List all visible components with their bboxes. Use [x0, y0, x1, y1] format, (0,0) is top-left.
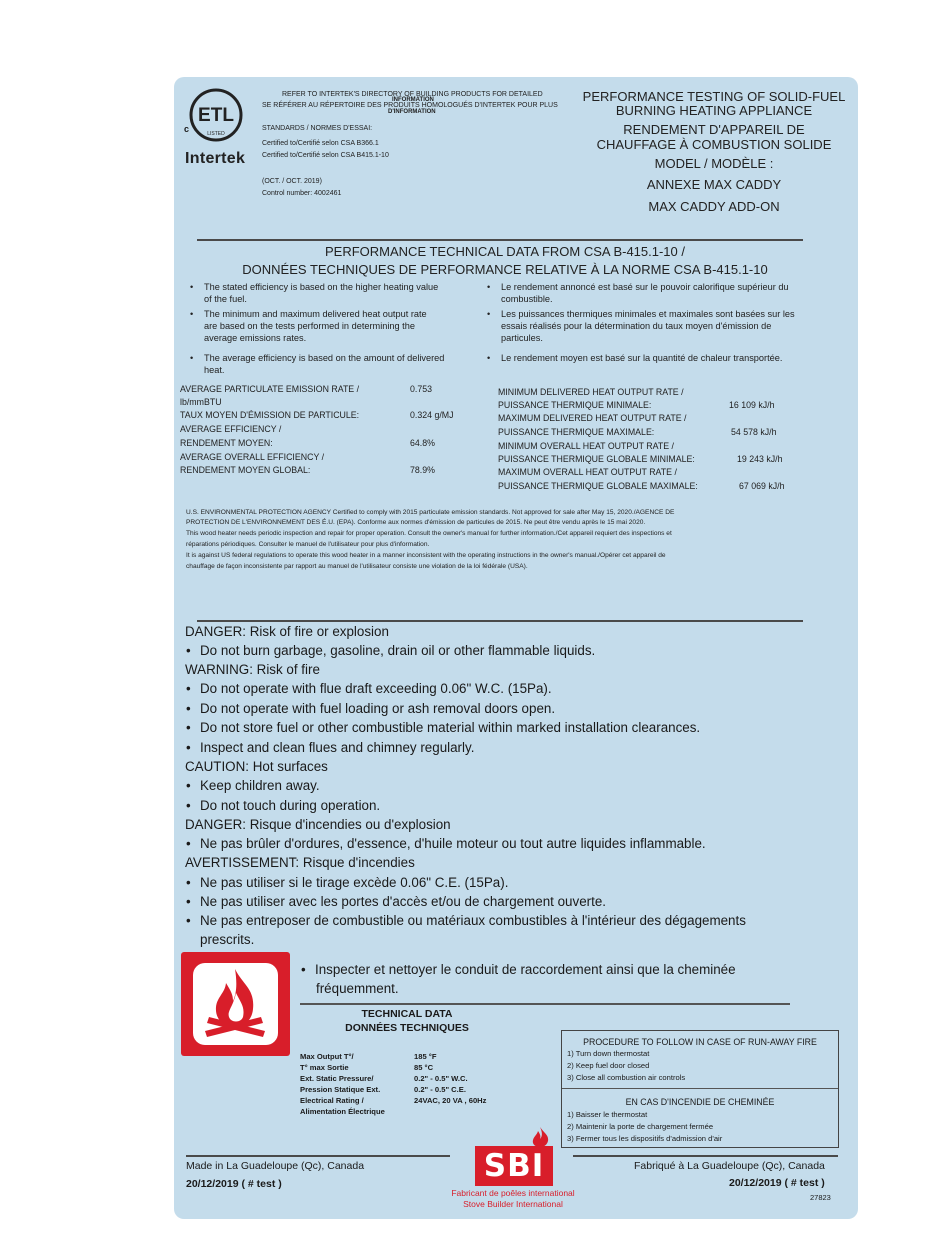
fire-hazard-icon: [181, 952, 290, 1056]
date-right: 20/12/2019 ( # test ): [729, 1177, 825, 1189]
left-row-value: 0.753: [410, 384, 433, 394]
bullet-en-2-l3: average emissions rates.: [204, 333, 307, 343]
procedure-item-fr: 3) Fermer tous les dispositifs d'admission d'air: [567, 1134, 723, 1143]
procedure-divider: [562, 1088, 838, 1089]
svg-text:ETL: ETL: [198, 105, 234, 126]
title-line-3: RENDEMENT D'APPAREIL DE: [623, 122, 805, 137]
right-row-label: PUISSANCE THERMIQUE MINIMALE:: [498, 400, 652, 410]
bullet-fr-1-l2: combustible.: [501, 294, 553, 304]
bullet-en-2: • The minimum and maximum delivered heat output rate are based on the tests performed in determining the average emissions rates.: [190, 308, 480, 344]
right-row-label: MINIMUM DELIVERED HEAT OUTPUT RATE /: [498, 387, 684, 397]
title-line-4: CHAUFFAGE À COMBUSTION SOLIDE: [596, 137, 832, 152]
tech-row-label: Alimentation Électrique: [300, 1107, 385, 1116]
tech-row-label: Pression Statique Ext.: [300, 1085, 381, 1094]
refer-line-2: SE RÉFÉRER AU RÉPERTOIRE DES PRODUITS HOMOLOGUÉS D'INTERTEK POUR PLUS: [262, 102, 558, 109]
warning-item: • Ne pas utiliser avec les portes d'accès et/ou de chargement ouverte.: [185, 893, 606, 910]
divider-2: [197, 620, 803, 622]
epa-line-5: It is against US federal regulations to operate this wood heater in a manner inconsistent with the operating instructions in the owner's manual./Opérer cet appareil de: [186, 552, 666, 559]
bullet-en-3-l1: The average efficiency is based on the amount of delivered: [204, 353, 445, 363]
procedure-item-en: 3) Close all combustion air controls: [567, 1073, 686, 1082]
right-row-value: 16 109 kJ/h: [729, 400, 775, 410]
procedure-item-fr: 2) Maintenir la porte de chargement fermée: [567, 1122, 714, 1131]
tech-row-label: Ext. Static Pressure/: [300, 1074, 374, 1083]
right-row-value: 54 578 kJ/h: [731, 427, 777, 437]
perf-title-fr: DONNÉES TECHNIQUES DE PERFORMANCE RELATIVE À LA NORME CSA B-415.1-10: [242, 262, 768, 277]
date-left: 20/12/2019 ( # test ): [186, 1178, 282, 1190]
bullet-fr-3: • Le rendement moyen est basé sur la quantité de chaleur transportée.: [487, 352, 837, 364]
right-row-label: PUISSANCE THERMIQUE MAXIMALE:: [498, 427, 655, 437]
left-row-label: RENDEMENT MOYEN GLOBAL:: [180, 465, 311, 475]
tech-row-value: 0.2" - 0.5" W.C.: [414, 1074, 468, 1083]
model-name-en: MAX CADDY ADD-ON: [648, 199, 780, 214]
bullet-en-1-l2: of the fuel.: [204, 294, 247, 304]
epa-line-6: chauffage de façon inconsistente par rapport au manuel de l'utilisateur consiste une violation de la loi fédérale (USA).: [186, 563, 528, 570]
right-row-label: MINIMUM OVERALL HEAT OUTPUT RATE /: [498, 441, 674, 451]
divider-1: [197, 239, 803, 241]
tech-title-fr: DONNÉES TECHNIQUES: [345, 1022, 469, 1034]
bullet-fr-2: • Les puissances thermiques minimales et maximales sont basées sur les essais réalisés pour la détermination du taux moyen d'émission de particules.: [487, 308, 837, 344]
left-row-value: 0.324 g/MJ: [410, 410, 454, 420]
title-line-1: PERFORMANCE TESTING OF SOLID-FUEL: [582, 89, 846, 104]
warning-item: • Do not operate with flue draft exceeding 0.06" W.C. (15Pa).: [185, 680, 552, 697]
procedure-item-fr: 1) Baisser le thermostat: [567, 1110, 648, 1119]
left-row-label: AVERAGE PARTICULATE EMISSION RATE /: [180, 384, 360, 394]
bullet-en-3: • The average efficiency is based on the amount of delivered heat.: [190, 352, 490, 376]
tech-row-value: 0.2" - 0.5" C.E.: [414, 1085, 466, 1094]
sbi-logo: SBI: [475, 1146, 553, 1186]
divider-3: [300, 1003, 790, 1005]
right-row-value: 19 243 kJ/h: [737, 454, 783, 464]
left-row-value: 64.8%: [410, 438, 435, 448]
left-row-label: AVERAGE EFFICIENCY /: [180, 424, 282, 434]
warning-heading: WARNING: Risk of fire: [185, 662, 320, 677]
label-code: 27823: [810, 1193, 831, 1202]
bullet-fr-2-l2: essais réalisés pour la détermination du taux moyen d'émission de: [501, 321, 772, 331]
right-row-label: PUISSANCE THERMIQUE GLOBALE MINIMALE:: [498, 454, 695, 464]
warning-item: • Do not burn garbage, gasoline, drain oil or other flammable liquids.: [185, 642, 595, 659]
right-row-label: MAXIMUM DELIVERED HEAT OUTPUT RATE /: [498, 413, 687, 423]
dinformation-overprint: D'INFORMATION: [388, 109, 436, 115]
model-name-fr: ANNEXE MAX CADDY: [646, 177, 782, 192]
sbi-tagline-fr: Fabricant de poêles international: [451, 1188, 575, 1198]
right-row-value: 67 069 kJ/h: [739, 481, 785, 491]
left-row-label: AVERAGE OVERALL EFFICIENCY /: [180, 452, 325, 462]
bullet-fr-1: • Le rendement annoncé est basé sur le pouvoir calorifique supérieur du combustible.: [487, 281, 837, 305]
bullet-en-2-l1: The minimum and maximum delivered heat output rate: [204, 309, 427, 319]
warning-item: • Ne pas utiliser si le tirage excède 0.06" C.E. (15Pa).: [185, 874, 508, 891]
intertek-wordmark: Intertek: [185, 150, 246, 167]
tech-row-value: 85 °C: [414, 1063, 434, 1072]
inspect-fr-line-2: fréquemment.: [316, 981, 399, 996]
tech-title-en: TECHNICAL DATA: [361, 1008, 453, 1020]
footer-divider-right: [573, 1155, 838, 1157]
made-in-fr: Fabriqué à La Guadeloupe (Qc), Canada: [634, 1160, 825, 1172]
perf-title-en: PERFORMANCE TECHNICAL DATA FROM CSA B-415.1-10 /: [325, 244, 685, 259]
bullet-en-1: • The stated efficiency is based on the higher heating value of the fuel.: [190, 281, 480, 305]
left-row-label: RENDEMENT MOYEN:: [180, 438, 273, 448]
warning-item: • Do not store fuel or other combustible material within marked installation clearances.: [185, 719, 700, 736]
left-row-value: 78.9%: [410, 465, 435, 475]
left-row-label: lb/mmBTU: [180, 397, 222, 407]
procedure-title-en: PROCEDURE TO FOLLOW IN CASE OF RUN-AWAY FIRE: [583, 1037, 817, 1047]
sbi-tagline-en: Stove Builder International: [463, 1199, 563, 1209]
bullet-en-2-l2: are based on the tests performed in determining the: [204, 321, 415, 331]
right-row-label: MAXIMUM OVERALL HEAT OUTPUT RATE /: [498, 467, 677, 477]
standards-label: STANDARDS / NORMES D'ESSAI:: [262, 125, 373, 132]
warning-item: • Keep children away.: [185, 777, 320, 794]
epa-line-1: U.S. ENVIRONMENTAL PROTECTION AGENCY Certified to comply with 2015 particulate emission standards. Not approved for sale after May 15, 2020./AGENCE DE: [186, 509, 675, 516]
cert-date: (OCT. / OCT. 2019): [262, 178, 322, 185]
etl-listed-logo-icon: [188, 87, 244, 143]
warning-item: • Inspect and clean flues and chimney regularly.: [185, 739, 474, 756]
bullet-fr-1-l1: Le rendement annoncé est basé sur le pouvoir calorifique supérieur du: [501, 282, 789, 292]
warning-heading: CAUTION: Hot surfaces: [185, 759, 328, 774]
epa-line-3: This wood heater needs periodic inspection and repair for proper operation. Consult the owner's manual for further information./Cet appareil requiert des inspections et: [186, 530, 672, 537]
bullet-fr-3-l1: Le rendement moyen est basé sur la quantité de chaleur transportée.: [501, 353, 783, 363]
cert-line-1: Certified to/Certifié selon CSA B366.1: [262, 140, 379, 147]
tech-row-value: 185 °F: [414, 1052, 437, 1061]
runaway-fire-procedure-box: [561, 1030, 839, 1148]
control-number: Control number: 4002461: [262, 190, 342, 197]
warning-item: • Ne pas entreposer de combustible ou matériaux combustibles à l'intérieur des dégagements: [185, 912, 746, 929]
flame-icon: [193, 963, 278, 1045]
procedure-title-fr: EN CAS D'INCENDIE DE CHEMINÉE: [625, 1097, 775, 1107]
model-label: MODEL / MODÈLE :: [654, 156, 774, 171]
warning-heading: AVERTISSEMENT: Risque d'incendies: [185, 855, 415, 870]
procedure-item-en: 1) Turn down thermostat: [567, 1049, 650, 1058]
inspect-fr-line-1: • Inspecter et nettoyer le conduit de raccordement ainsi que la cheminée: [300, 961, 736, 978]
refer-line-1: REFER TO INTERTEK'S DIRECTORY OF BUILDING PRODUCTS FOR DETAILED: [282, 91, 543, 98]
warning-heading: DANGER: Risk of fire or explosion: [185, 624, 389, 639]
bullet-fr-2-l1: Les puissances thermiques minimales et maximales sont basées sur les: [501, 309, 795, 319]
sbi-flame-icon: [528, 1126, 552, 1148]
bullet-en-1-l1: The stated efficiency is based on the higher heating value: [204, 282, 439, 292]
tech-row-value: 24VAC, 20 VA , 60Hz: [414, 1096, 487, 1105]
warning-item-continued: prescrits.: [200, 932, 255, 947]
warning-heading: DANGER: Risque d'incendies ou d'explosion: [185, 817, 451, 832]
c-mark: c: [184, 124, 190, 134]
footer-divider-left: [186, 1155, 450, 1157]
bullet-fr-2-l3: particules.: [501, 333, 543, 343]
warning-item: • Ne pas brûler d'ordures, d'essence, d'huile moteur ou tout autre liquides inflammable.: [185, 835, 706, 852]
tech-row-label: Max Output T°/: [300, 1052, 354, 1061]
procedure-item-en: 2) Keep fuel door closed: [567, 1061, 650, 1070]
left-row-label: TAUX MOYEN D'ÉMISSION DE PARTICULE:: [180, 410, 360, 420]
tech-row-label: T° max Sortie: [300, 1063, 349, 1072]
warning-item: • Do not touch during operation.: [185, 797, 380, 814]
svg-text:LISTED: LISTED: [207, 131, 225, 137]
title-line-2: BURNING HEATING APPLIANCE: [615, 103, 813, 118]
information-overprint: INFORMATION: [392, 97, 434, 103]
cert-line-2: Certified to/Certifié selon CSA B415.1-10: [262, 152, 389, 159]
epa-line-2: PROTECTION DE L'ENVIRONNEMENT DES É.U. (EPA). Conforme aux normes d'émission de particules de 2015. Ne peut être vendu après le 15 mai 2020.: [186, 519, 646, 526]
bullet-en-3-l2: heat.: [204, 365, 225, 375]
epa-line-4: réparations périodiques. Consulter le manuel de l'utilisateur pour plus d'information.: [186, 541, 430, 548]
warning-item: • Do not operate with fuel loading or ash removal doors open.: [185, 700, 555, 717]
right-row-label: PUISSANCE THERMIQUE GLOBALE MAXIMALE:: [498, 481, 698, 491]
made-in-en: Made in La Guadeloupe (Qc), Canada: [186, 1160, 365, 1172]
tech-row-label: Electrical Rating /: [300, 1096, 364, 1105]
